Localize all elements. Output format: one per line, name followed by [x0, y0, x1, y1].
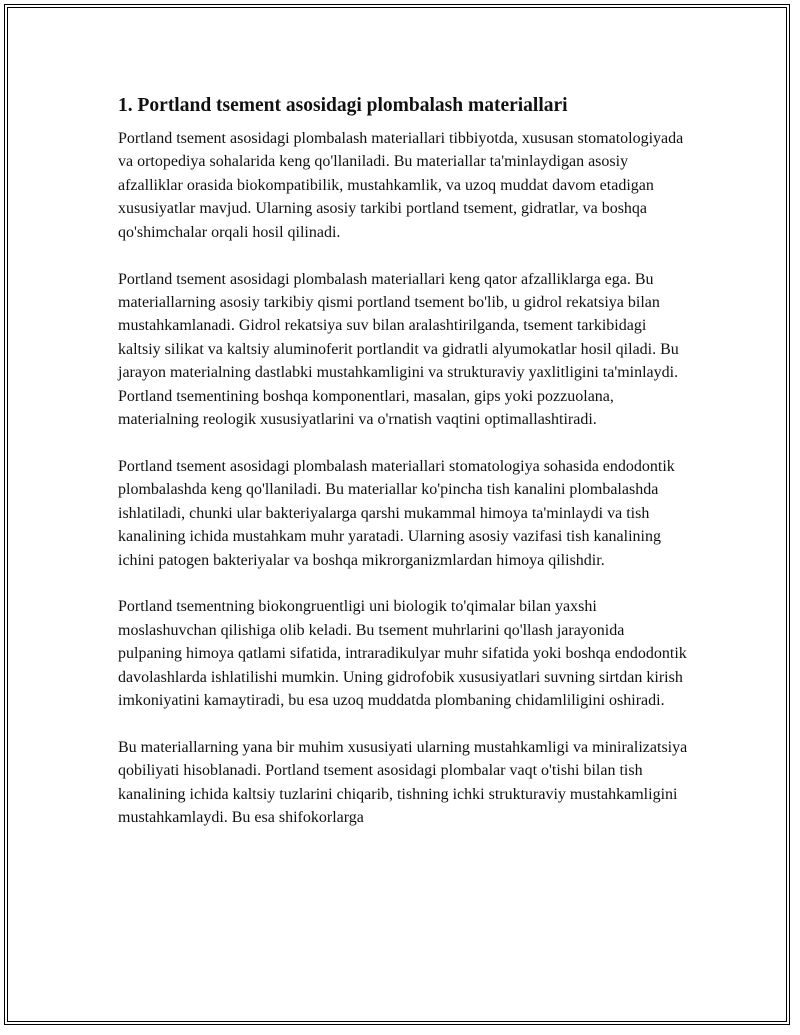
paragraph-2: Portland tsement asosidagi plombalash materiallari keng qator afzalliklarga ega. Bu materiallarning asosiy tarkibiy qismi portland tsement bo'lib, u gidrol rekatsiya bilan mustahkamlanadi. Gidrol rekatsiya suv bilan aralashtirilganda, tsement tarkibidagi kaltsiy silikat va kaltsiy aluminoferit portlandit va gidratli alyumokatlar hosil qiladi. Bu jarayon materialning dastlabki mustahkamligini va strukturaviy yaxlitligini ta'minlaydi. Portland tsementining boshqa komponentlari, masalan, gips yoki pozzuolana, materialning reologik xususiyatlarini va o'rnatish vaqtini optimallashtiradi. — [118, 270, 679, 428]
paragraph-3: Portland tsement asosidagi plombalash materiallari stomatologiya sohasida endodontik plombalashda keng qo'llaniladi. Bu materiallar ko'pincha tish kanalini plombalashda ishlatiladi, chunki ular bakteriyalarga qarshi mukammal himoya ta'minlaydi va tish kanalining ichida mustahkam muhr yaratadi. Ularning asosiy vazifasi tish kanalining ichini patogen bakteriyalar va boshqa mikrorganizmlardan himoya qilishdir. — [118, 457, 675, 569]
paragraph-4: Portland tsementning biokongruentligi uni biologik to'qimalar bilan yaxshi moslashuvchan qilishiga olib keladi. Bu tsement muhrlarini qo'llash jarayonida pulpaning himoya qatlami sifatida, intraradikulyar muhr sifatida yoki boshqa endodontik davolashlarda ishlatilishi mumkin. Uning gidrofobik xususiyatlari suvning sirtdan kirish imkoniyatini kamaytiradi, bu esa uzoq muddatda plombaning chidamliligini oshiradi. — [118, 598, 687, 710]
paragraph-1: Portland tsement asosidagi plombalash materiallari tibbiyotda, xususan stomatologiyada va ortopediya sohalarida keng qo'llaniladi. Bu materiallar ta'minlaydigan asosiy afzalliklar orasida biokompatibilik, mustahkamlik, va uzoq muddat davom etadigan xususiyatlar mavjud. Ularning asosiy tarkibi portland tsement, gidratlar, va boshqa qo'shimchalar orqali hosil qilinadi. — [118, 130, 684, 241]
section-heading: 1. Portland tsement asosidagi plombalash materiallari — [118, 95, 568, 116]
paragraph-5: Bu materiallarning yana bir muhim xususiyati ularning mustahkamligi va miniralizatsiya qobiliyati hisoblanadi. Portland tsement asosidagi plombalar vaqt o'tishi bilan tish kanalining ichida kaltsiy tuzlarini chiqarib, tishning ichki strukturaviy mustahkamligini mustahkamlaydi. Bu esa shifokorlarga — [118, 738, 688, 827]
document-body — [118, 93, 690, 853]
